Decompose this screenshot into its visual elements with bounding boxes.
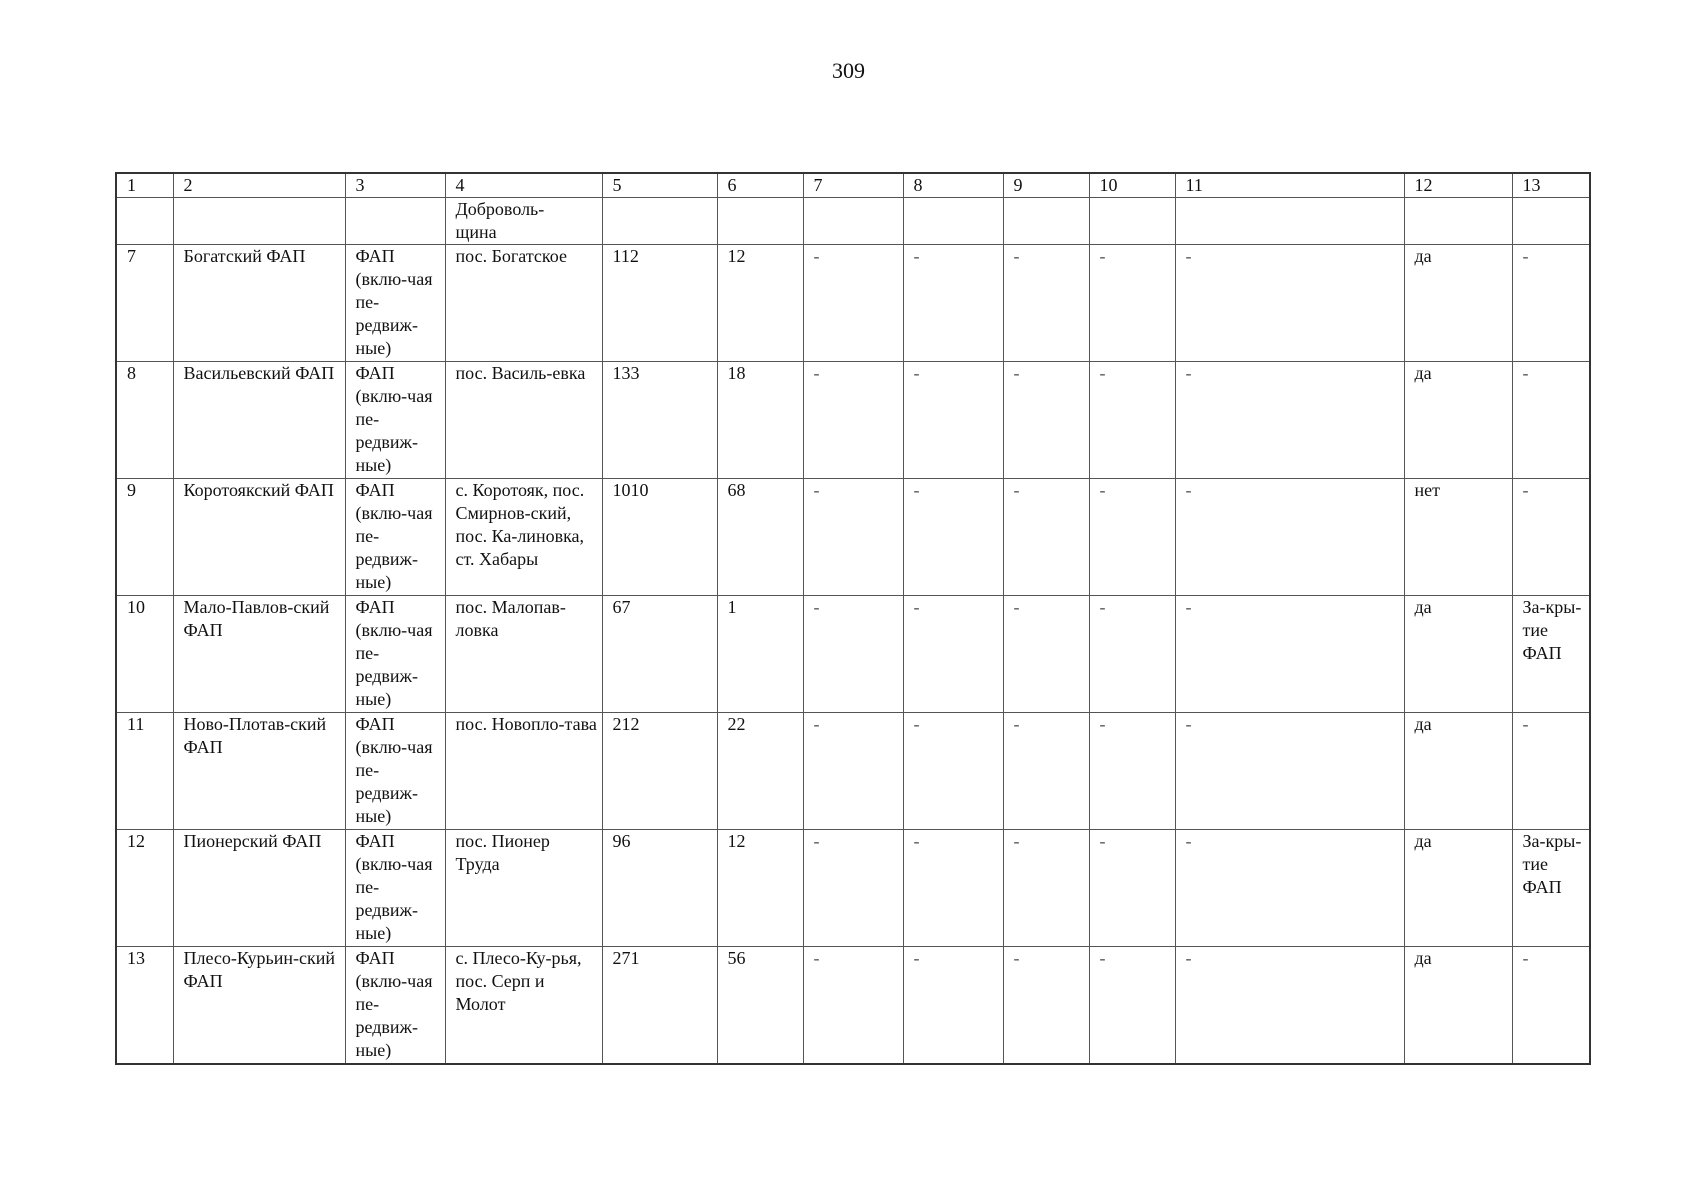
table-row bbox=[116, 713, 1590, 830]
cell-children: 68 bbox=[717, 479, 803, 596]
cell-col12: да bbox=[1404, 713, 1512, 830]
cell-col12: 12 bbox=[1404, 173, 1512, 198]
cell-col9: 9 bbox=[1003, 173, 1089, 198]
cell-population bbox=[602, 198, 717, 245]
cell-settlement: пос. Новопло-тава bbox=[445, 713, 602, 830]
cell-children: 1 bbox=[717, 596, 803, 713]
cell-col9: - bbox=[1003, 479, 1089, 596]
cell-number: 9 bbox=[116, 479, 173, 596]
cell-type: ФАП (вклю-чая пе-редвиж-ные) bbox=[345, 713, 445, 830]
cell-type: ФАП (вклю-чая пе-редвиж-ные) bbox=[345, 245, 445, 362]
cell-col10: - bbox=[1089, 713, 1175, 830]
cell-col11: - bbox=[1175, 596, 1404, 713]
cell-col9: - bbox=[1003, 713, 1089, 830]
cell-settlement: пос. Богатское bbox=[445, 245, 602, 362]
cell-settlement: пос. Малопав-ловка bbox=[445, 596, 602, 713]
cell-number bbox=[116, 198, 173, 245]
cell-col11: 11 bbox=[1175, 173, 1404, 198]
cell-col7: - bbox=[803, 362, 903, 479]
cell-col9: - bbox=[1003, 947, 1089, 1065]
cell-col10: - bbox=[1089, 596, 1175, 713]
cell-col8: - bbox=[903, 362, 1003, 479]
table-row bbox=[116, 596, 1590, 713]
cell-col11: - bbox=[1175, 830, 1404, 947]
cell-population: 112 bbox=[602, 245, 717, 362]
cell-col10: 10 bbox=[1089, 173, 1175, 198]
cell-col13: - bbox=[1512, 362, 1590, 479]
cell-col11: - bbox=[1175, 479, 1404, 596]
cell-name bbox=[173, 198, 345, 245]
cell-col8: - bbox=[903, 947, 1003, 1065]
cell-children: 6 bbox=[717, 173, 803, 198]
cell-number: 13 bbox=[116, 947, 173, 1065]
cell-col7: 7 bbox=[803, 173, 903, 198]
cell-col8: - bbox=[903, 479, 1003, 596]
cell-population: 133 bbox=[602, 362, 717, 479]
cell-col12: да bbox=[1404, 362, 1512, 479]
cell-col9: - bbox=[1003, 830, 1089, 947]
cell-type: ФАП (вклю-чая пе-редвиж-ные) bbox=[345, 362, 445, 479]
cell-col10: - bbox=[1089, 830, 1175, 947]
cell-col9: - bbox=[1003, 362, 1089, 479]
cell-col12 bbox=[1404, 198, 1512, 245]
cell-population: 5 bbox=[602, 173, 717, 198]
cell-population: 1010 bbox=[602, 479, 717, 596]
cell-type: ФАП (вклю-чая пе-редвиж-ные) bbox=[345, 479, 445, 596]
cell-name: Плесо-Курьин-ский ФАП bbox=[173, 947, 345, 1065]
cell-population: 96 bbox=[602, 830, 717, 947]
cell-col8: 8 bbox=[903, 173, 1003, 198]
cell-children: 12 bbox=[717, 245, 803, 362]
cell-number: 8 bbox=[116, 362, 173, 479]
table-row bbox=[116, 830, 1590, 947]
table-row bbox=[116, 479, 1590, 596]
cell-settlement: пос. Василь-евка bbox=[445, 362, 602, 479]
cell-name: Пионерский ФАП bbox=[173, 830, 345, 947]
cell-col10: - bbox=[1089, 245, 1175, 362]
cell-col13: 13 bbox=[1512, 173, 1590, 198]
cell-col13: - bbox=[1512, 479, 1590, 596]
cell-col7 bbox=[803, 198, 903, 245]
cell-col7: - bbox=[803, 830, 903, 947]
cell-name: Мало-Павлов-ский ФАП bbox=[173, 596, 345, 713]
cell-name: 2 bbox=[173, 173, 345, 198]
cell-children bbox=[717, 198, 803, 245]
cell-type bbox=[345, 198, 445, 245]
cell-col7: - bbox=[803, 596, 903, 713]
cell-col13: За-кры-тие ФАП bbox=[1512, 596, 1590, 713]
cell-number: 12 bbox=[116, 830, 173, 947]
cell-col10: - bbox=[1089, 947, 1175, 1065]
cell-col8: - bbox=[903, 245, 1003, 362]
cell-name: Васильевский ФАП bbox=[173, 362, 345, 479]
cell-number: 11 bbox=[116, 713, 173, 830]
cell-col7: - bbox=[803, 713, 903, 830]
cell-name: Коротоякский ФАП bbox=[173, 479, 345, 596]
page-number: 309 bbox=[832, 58, 865, 83]
cell-col7: - bbox=[803, 947, 903, 1065]
cell-type: ФАП (вклю-чая пе-редвиж-ные) bbox=[345, 596, 445, 713]
cell-col8: - bbox=[903, 830, 1003, 947]
cell-population: 212 bbox=[602, 713, 717, 830]
cell-col11: - bbox=[1175, 245, 1404, 362]
cell-type: ФАП (вклю-чая пе-редвиж-ные) bbox=[345, 830, 445, 947]
cell-col11: - bbox=[1175, 947, 1404, 1065]
cell-col9: - bbox=[1003, 245, 1089, 362]
cell-type: ФАП (вклю-чая пе-редвиж-ные) bbox=[345, 947, 445, 1065]
data-table bbox=[115, 172, 1591, 1065]
cell-col10: - bbox=[1089, 479, 1175, 596]
cell-population: 271 bbox=[602, 947, 717, 1065]
cell-settlement: с. Плесо-Ку-рья, пос. Серп и Молот bbox=[445, 947, 602, 1065]
cell-col13: За-кры-тие ФАП bbox=[1512, 830, 1590, 947]
cell-population: 67 bbox=[602, 596, 717, 713]
table-row bbox=[116, 198, 1590, 245]
cell-col10: - bbox=[1089, 362, 1175, 479]
cell-col13: - bbox=[1512, 713, 1590, 830]
cell-col13: - bbox=[1512, 245, 1590, 362]
cell-number: 1 bbox=[116, 173, 173, 198]
cell-col12: да bbox=[1404, 830, 1512, 947]
cell-col9 bbox=[1003, 198, 1089, 245]
cell-number: 10 bbox=[116, 596, 173, 713]
cell-type: 3 bbox=[345, 173, 445, 198]
cell-col11: - bbox=[1175, 713, 1404, 830]
cell-col11 bbox=[1175, 198, 1404, 245]
cell-name: Богатский ФАП bbox=[173, 245, 345, 362]
cell-col12: да bbox=[1404, 947, 1512, 1065]
cell-settlement: с. Коротояк, пос. Смирнов-ский, пос. Ка-линовка, ст. Хабары bbox=[445, 479, 602, 596]
cell-name: Ново-Плотав-ский ФАП bbox=[173, 713, 345, 830]
cell-col8: - bbox=[903, 596, 1003, 713]
cell-col7: - bbox=[803, 479, 903, 596]
cell-col8: - bbox=[903, 713, 1003, 830]
cell-number: 7 bbox=[116, 245, 173, 362]
cell-children: 12 bbox=[717, 830, 803, 947]
cell-col12: нет bbox=[1404, 479, 1512, 596]
table-row bbox=[116, 245, 1590, 362]
cell-col8 bbox=[903, 198, 1003, 245]
cell-settlement: Доброволь- щина bbox=[445, 198, 602, 245]
cell-col9: - bbox=[1003, 596, 1089, 713]
cell-children: 18 bbox=[717, 362, 803, 479]
cell-children: 22 bbox=[717, 713, 803, 830]
cell-col12: да bbox=[1404, 245, 1512, 362]
cell-children: 56 bbox=[717, 947, 803, 1065]
cell-col13 bbox=[1512, 198, 1590, 245]
cell-col13: - bbox=[1512, 947, 1590, 1065]
cell-settlement: пос. Пионер Труда bbox=[445, 830, 602, 947]
cell-col11: - bbox=[1175, 362, 1404, 479]
cell-col7: - bbox=[803, 245, 903, 362]
table-header-row bbox=[116, 173, 1590, 198]
cell-col12: да bbox=[1404, 596, 1512, 713]
cell-col10 bbox=[1089, 198, 1175, 245]
cell-settlement: 4 bbox=[445, 173, 602, 198]
table-row bbox=[116, 947, 1590, 1065]
table-row bbox=[116, 362, 1590, 479]
